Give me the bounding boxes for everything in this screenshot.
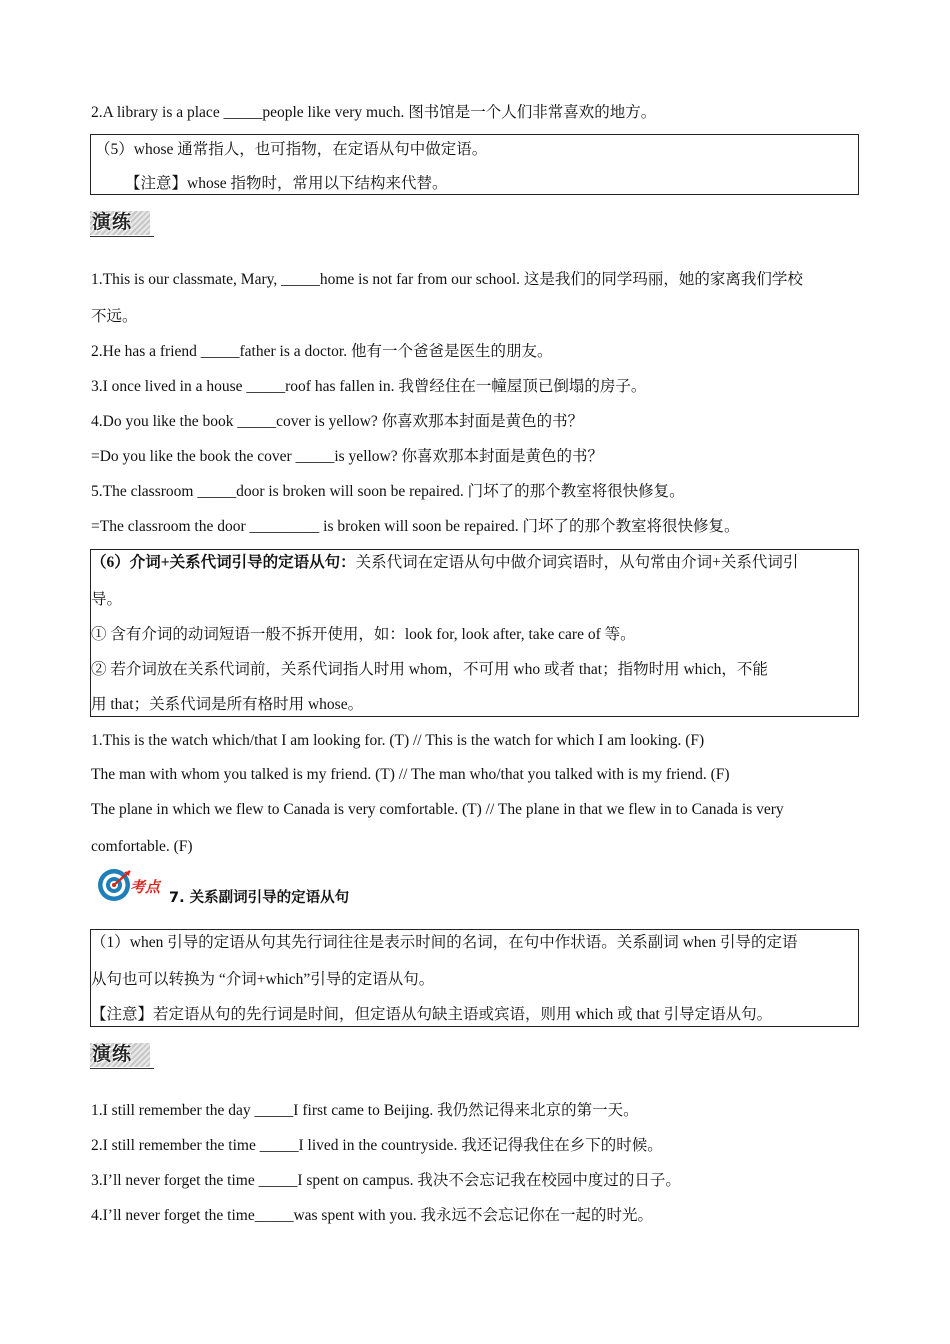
note-whose-attention: 【注意】whose 指物时，常用以下结构来代替。 xyxy=(125,175,448,192)
exercise-item: 3.I once lived in a house _____roof has fallen in. 我曾经住在一幢屋顶已倒塌的房子。 xyxy=(91,378,647,395)
exercise-item: 1.This is our classmate, Mary, _____home is not far from our school. 这是我们的同学玛丽，她的家离我们学校 xyxy=(91,271,803,288)
note-when-line1: （1）when 引导的定语从句其先行词往往是表示时间的名词，在句中作状语。关系副词 when 引导的定语 xyxy=(91,934,798,951)
note-box-whose xyxy=(90,134,859,195)
note-whose-rule: （5）whose 通常指人，也可指物，在定语从句中做定语。 xyxy=(95,141,488,158)
example-line: The man with whom you talked is my friend. (T) // The man who/that you talked with is my friend. (F) xyxy=(91,766,730,783)
example-line: comfortable. (F) xyxy=(91,838,193,855)
note-prep-line4: ② 若介词放在关系代词前，关系代词指人时用 whom，不可用 who 或者 that；指物时用 which，不能 xyxy=(91,661,768,678)
note-prep-line2: 导。 xyxy=(91,591,123,608)
note-prep-line5: 用 that；关系代词是所有格时用 whose。 xyxy=(91,696,364,713)
exercise-item: 1.I still remember the day _____I first came to Beijing. 我仍然记得来北京的第一天。 xyxy=(91,1102,639,1119)
exam-point-badge xyxy=(97,866,169,904)
note-when-line3: 【注意】若定语从句的先行词是时间，但定语从句缺主语或宾语，则用 which 或 that 引导定语从句。 xyxy=(91,1006,773,1023)
note-prep-title: （6）介词+关系代词引导的定语从句： xyxy=(91,554,356,571)
exam-point-label: 考点 xyxy=(130,878,161,896)
example-line: The plane in which we flew to Canada is very comfortable. (T) // The plane in that we flew in to Canada is very xyxy=(91,801,784,818)
practice-badge-label: 演练 xyxy=(92,1043,133,1065)
practice-badge xyxy=(90,1039,154,1069)
exercise-item: 4.Do you like the book _____cover is yellow? 你喜欢那本封面是黄色的书？ xyxy=(91,413,584,430)
exercise-item: 4.I’ll never forget the time_____was spent with you. 我永远不会忘记你在一起的时光。 xyxy=(91,1207,653,1224)
note-when-line2: 从句也可以转换为 “介词+which”引导的定语从句。 xyxy=(91,971,435,988)
top-sentence: 2.A library is a place _____people like very much. 图书馆是一个人们非常喜欢的地方。 xyxy=(91,104,657,121)
exercise-item: 2.He has a friend _____father is a doctor. 他有一个爸爸是医生的朋友。 xyxy=(91,343,553,360)
exercise-item: =The classroom the door _________ is broken will soon be repaired. 门坏了的那个教室将很快修复。 xyxy=(91,518,740,535)
note-prep-text: 关系代词在定语从句中做介词宾语时，从句常由介词+关系代词引 xyxy=(355,554,799,571)
exercise-item: 5.The classroom _____door is broken will soon be repaired. 门坏了的那个教室将很快修复。 xyxy=(91,483,685,500)
note-box-when xyxy=(90,929,859,1027)
exercise-item: 不远。 xyxy=(91,308,138,325)
exercise-item: 2.I still remember the time _____I lived in the countryside. 我还记得我住在乡下的时候。 xyxy=(91,1137,663,1154)
exercise-item: =Do you like the book the cover _____is yellow? 你喜欢那本封面是黄色的书？ xyxy=(91,448,604,465)
example-line: 1.This is the watch which/that I am looking for. (T) // This is the watch for which I am looking. (F) xyxy=(91,732,705,749)
note-prep-line1 xyxy=(91,553,798,573)
note-prep-line3: ① 含有介词的动词短语一般不拆开使用，如：look for, look after, take care of 等。 xyxy=(91,626,636,643)
note-box-preposition xyxy=(90,549,859,717)
practice-badge xyxy=(90,207,154,237)
exercise-item: 3.I’ll never forget the time _____I spent on campus. 我决不会忘记我在校园中度过的日子。 xyxy=(91,1172,681,1189)
practice-badge-label: 演练 xyxy=(92,211,133,233)
section-title: 7. 关系副词引导的定语从句 xyxy=(169,890,350,906)
